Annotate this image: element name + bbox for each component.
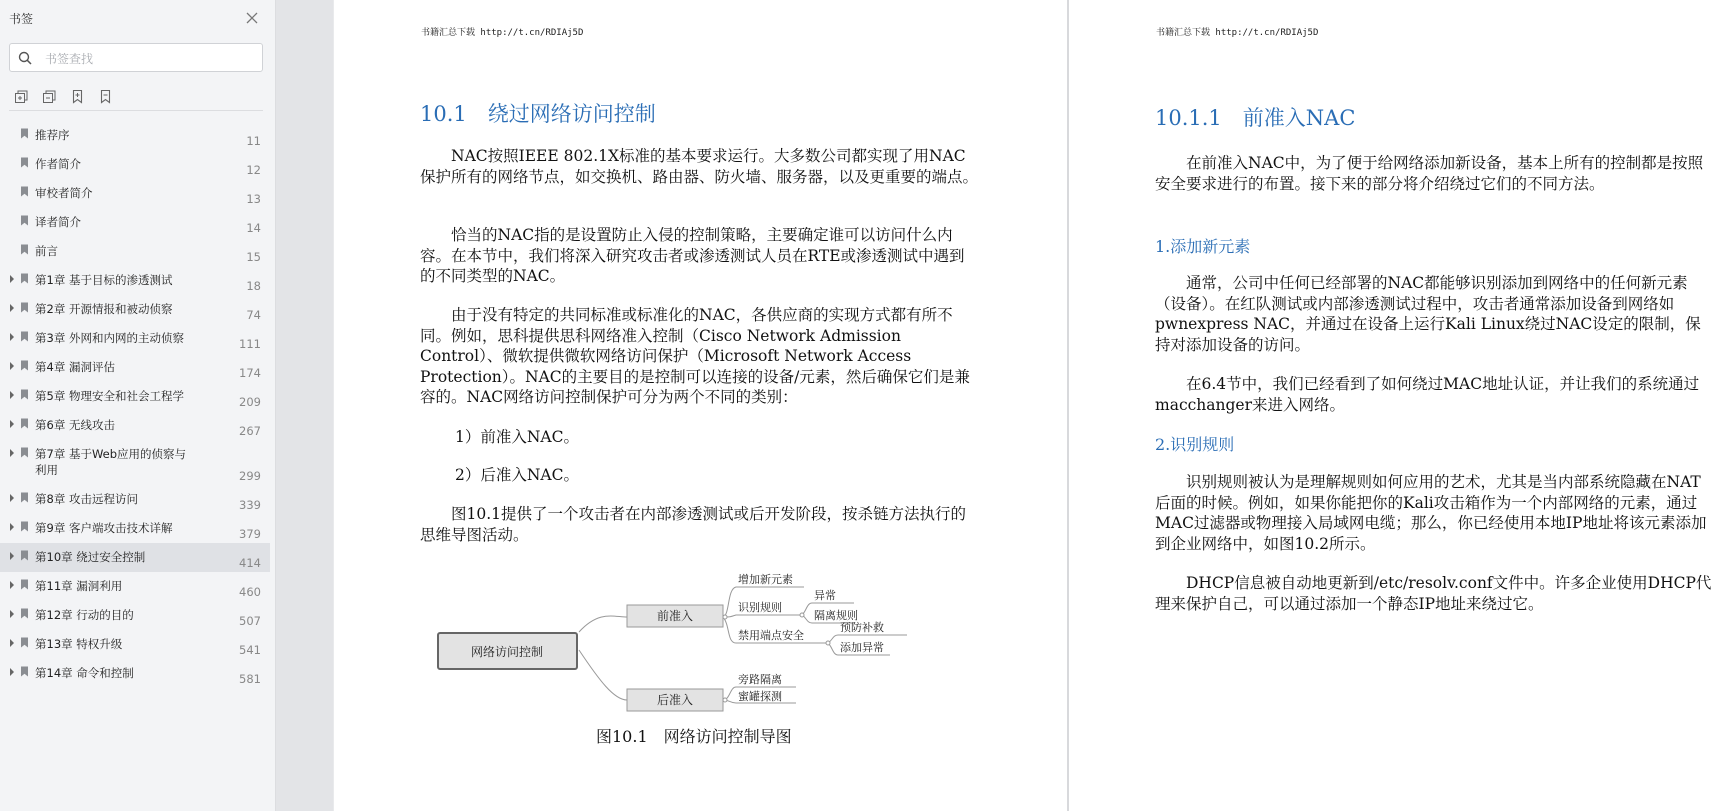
bookmark-label: 第14章 命令和控制: [35, 666, 134, 680]
bookmark-page-number: 11: [246, 134, 261, 148]
bookmark-label: 第8章 攻击远程访问: [35, 492, 138, 506]
bookmark-item[interactable]: [0, 324, 270, 353]
paragraph: 识别规则被认为是理解规则如何应用的艺术，尤其是当内部系统隐藏在NAT后面的时候。例如，如果你能把你的Kali攻击箱作为一个内部网络的元素，通过MAC过滤器或物理接入局域网电缆；那么，你已经使用本地IP地址将该元素添加到企业网络中，如图10.2所示。: [1155, 473, 1707, 553]
bookmark-label: 前言: [35, 244, 58, 258]
bookmark-label: 第3章 外网和内网的主动侦察: [35, 331, 184, 345]
bookmark-page-number: 267: [239, 424, 261, 438]
document-page-right: [1069, 0, 1720, 811]
bookmark-item[interactable]: [0, 543, 270, 572]
mind-map-leaf: 禁用端点安全: [738, 629, 804, 642]
expand-arrow-icon[interactable]: [10, 304, 14, 312]
subsection-heading: 1.添加新元素: [1155, 237, 1251, 256]
bookmark-page-number: 507: [239, 614, 261, 628]
bookmark-icon: [20, 157, 29, 168]
bookmark-item[interactable]: [0, 440, 270, 485]
expand-arrow-icon[interactable]: [10, 420, 14, 428]
bookmark-page-number: 339: [239, 498, 261, 512]
bookmark-page-number: 460: [239, 585, 261, 599]
bookmark-label: 第2章 开源情报和被动侦察: [35, 302, 173, 316]
expand-arrow-icon[interactable]: [10, 494, 14, 502]
bookmark-label: 译者简介: [35, 215, 81, 229]
bookmark-panel: [0, 0, 276, 811]
bookmark-label: 第6章 无线攻击: [35, 418, 115, 432]
bookmark-icon: [20, 331, 29, 342]
bookmark-label: 第11章 漏洞利用: [35, 579, 123, 593]
mind-map-leaf: 增加新元素: [738, 573, 793, 586]
bookmark-list: [0, 121, 270, 688]
bookmark-icon: [20, 447, 29, 458]
bookmark-page-number: 13: [246, 192, 261, 206]
collapse-all-icon[interactable]: [42, 89, 57, 104]
mind-map-diagram: [434, 565, 934, 715]
bookmark-label: 第10章 绕过安全控制: [35, 550, 146, 564]
bookmark-icon: [20, 666, 29, 677]
bookmark-page-number: 379: [239, 527, 261, 541]
mind-map-leaf: 添加异常: [840, 641, 884, 654]
section-heading: 10.1.1 前准入NAC: [1155, 106, 1356, 130]
bookmark-icon: [20, 244, 29, 255]
bookmark-item[interactable]: [0, 630, 270, 659]
bookmark-label: 第5章 物理安全和社会工程学: [35, 389, 184, 403]
expand-arrow-icon[interactable]: [10, 581, 14, 589]
expand-arrow-icon[interactable]: [10, 668, 14, 676]
bookmark-item[interactable]: [0, 353, 270, 382]
mind-map-node-pre-label: 前准入: [656, 609, 694, 623]
bookmark-icon: [20, 418, 29, 429]
bookmark-item[interactable]: [0, 659, 270, 688]
bookmark-label: 作者简介: [35, 157, 81, 171]
mind-map-leaf: 识别规则: [738, 601, 782, 614]
bookmark-icon: [20, 360, 29, 371]
bookmark-page-number: 74: [246, 308, 261, 322]
close-icon[interactable]: [245, 11, 259, 25]
expand-all-icon[interactable]: [14, 89, 29, 104]
bookmark-item[interactable]: [0, 121, 270, 150]
paragraph: 由于没有特定的共同标准或标准化的NAC，各供应商的实现方式都有所不同。例如，思科提供思科网络准入控制（Cisco Network Admission Control）、微软提供微软网络访问保护（Microsoft Network Access Protection）。NAC的主要目的是控制可以连接的设备/元素，然后确保它们是兼容的。NAC网络访问控制保护可分为两个不同的类别：: [420, 306, 970, 406]
panel-title: 书签: [9, 12, 34, 26]
bookmark-page-number: 14: [246, 221, 261, 235]
expand-arrow-icon[interactable]: [10, 275, 14, 283]
bookmark-item[interactable]: [0, 485, 270, 514]
paragraph: 图10.1提供了一个攻击者在内部渗透测试或后开发阶段，按杀链方法执行的思维导图活动。: [420, 505, 967, 544]
bookmark-icon: [20, 215, 29, 226]
paragraph: DHCP信息被自动地更新到/etc/resolv.conf文件中。许多企业使用DHCP代理来保护自己，可以通过添加一个静态IP地址来绕过它。: [1155, 574, 1712, 613]
bookmark-item[interactable]: [0, 150, 270, 179]
bookmark-page-number: 209: [239, 395, 261, 409]
bookmark-item[interactable]: [0, 295, 270, 324]
expand-arrow-icon[interactable]: [10, 449, 14, 457]
bookmark-page-number: 581: [239, 672, 261, 686]
bookmark-icon: [20, 550, 29, 561]
expand-arrow-icon[interactable]: [10, 639, 14, 647]
bookmark-page-number: 12: [246, 163, 261, 177]
mind-map-leaf: 旁路隔离: [738, 673, 782, 686]
add-bookmark-icon[interactable]: [70, 89, 85, 104]
bookmark-page-number: 414: [239, 556, 261, 570]
mind-map-root-label: 网络访问控制: [470, 645, 544, 659]
bookmark-item[interactable]: [0, 572, 270, 601]
paragraph: 通常，公司中任何已经部署的NAC都能够识别添加到网络中的任何新元素（设备）。在红队测试或内部渗透测试过程中，攻击者通常添加设备到网络如pwnexpress NAC，并通过在设备上运行Kali Linux绕过NAC设定的限制，保持对添加设备的访问。: [1155, 274, 1701, 354]
bookmark-label: 第4章 漏洞评估: [35, 360, 115, 374]
expand-arrow-icon[interactable]: [10, 610, 14, 618]
bookmark-icon: [20, 128, 29, 139]
bookmark-item[interactable]: [0, 411, 270, 440]
bookmark-item[interactable]: [0, 266, 270, 295]
expand-arrow-icon[interactable]: [10, 333, 14, 341]
bookmark-icon: [20, 579, 29, 590]
bookmark-label: 第9章 客户端攻击技术详解: [35, 521, 173, 535]
bookmark-search-box[interactable]: [9, 43, 263, 72]
divider: [9, 110, 263, 111]
mind-map-leaf: 预防补救: [840, 621, 884, 634]
bookmark-label: 第1章 基于目标的渗透测试: [35, 273, 173, 287]
search-icon: [18, 51, 32, 65]
bookmark-page-number: 18: [246, 279, 261, 293]
paragraph: NAC按照IEEE 802.1X标准的基本要求运行。大多数公司都实现了用NAC保护所有的网络节点，如交换机、路由器、防火墙、服务器，以及更重要的端点。: [420, 147, 979, 186]
bookmark-icon: [20, 302, 29, 313]
bookmark-icon: [20, 389, 29, 400]
expand-arrow-icon[interactable]: [10, 362, 14, 370]
bookmark-item[interactable]: [0, 237, 270, 266]
bookmark-label: 第7章 基于Web应用的侦察与利用: [35, 447, 187, 477]
mind-map-leaf: 异常: [814, 589, 836, 602]
bookmark-item[interactable]: [0, 208, 270, 237]
bookmark-icon: [20, 186, 29, 197]
bookmark-label: 第12章 行动的目的: [35, 608, 134, 622]
subsection-heading: 2.识别规则: [1155, 435, 1235, 454]
bookmark-label: 审校者简介: [35, 186, 93, 200]
paragraph: 恰当的NAC指的是设置防止入侵的控制策略，主要确定谁可以访问什么内容。在本节中，我们将深入研究攻击者或渗透测试人员在RTE或渗透测试中遇到的不同类型的NAC。: [420, 226, 965, 285]
expand-arrow-icon[interactable]: [10, 391, 14, 399]
bookmark-icon: [20, 521, 29, 532]
bookmark-icon[interactable]: [98, 89, 113, 104]
bookmark-label: 第13章 特权升级: [35, 637, 123, 651]
bookmark-page-number: 174: [239, 366, 261, 380]
bookmark-item[interactable]: [0, 601, 270, 630]
paragraph: 在6.4节中，我们已经看到了如何绕过MAC地址认证，并让我们的系统通过macchanger来进入网络。: [1155, 375, 1700, 414]
list-item: 2）后准入NAC。: [455, 466, 579, 484]
bookmark-item[interactable]: [0, 382, 270, 411]
page-header: 书籍汇总下载 http://t.cn/RDIAj5D: [1156, 28, 1319, 38]
mind-map-leaf: 蜜罐探测: [738, 690, 782, 703]
figure-caption: 图10.1 网络访问控制导图: [596, 727, 792, 746]
page-header: 书籍汇总下载 http://t.cn/RDIAj5D: [421, 28, 584, 38]
bookmark-icon: [20, 273, 29, 284]
bookmark-icon: [20, 637, 29, 648]
bookmark-item[interactable]: [0, 179, 270, 208]
bookmark-page-number: 15: [246, 250, 261, 264]
document-page-left: [334, 0, 1068, 811]
section-heading: 10.1 绕过网络访问控制: [420, 102, 656, 126]
expand-arrow-icon[interactable]: [10, 523, 14, 531]
mind-map-node-post-label: 后准入: [656, 693, 694, 707]
list-item: 1）前准入NAC。: [455, 428, 579, 446]
paragraph: 在前准入NAC中，为了便于给网络添加新设备，基本上所有的控制都是按照安全要求进行的布置。接下来的部分将介绍绕过它们的不同方法。: [1155, 154, 1704, 193]
bookmark-icon: [20, 492, 29, 503]
bookmark-page-number: 541: [239, 643, 261, 657]
bookmark-search-input[interactable]: [43, 47, 257, 70]
bookmark-page-number: 299: [239, 469, 261, 483]
bookmark-page-number: 111: [239, 337, 261, 351]
bookmark-icon: [20, 608, 29, 619]
panel-gutter: [276, 0, 333, 811]
expand-arrow-icon[interactable]: [10, 552, 14, 560]
bookmark-label: 推荐序: [35, 128, 70, 142]
bookmark-item[interactable]: [0, 514, 270, 543]
mind-map-leaf: 隔离规则: [814, 609, 858, 622]
